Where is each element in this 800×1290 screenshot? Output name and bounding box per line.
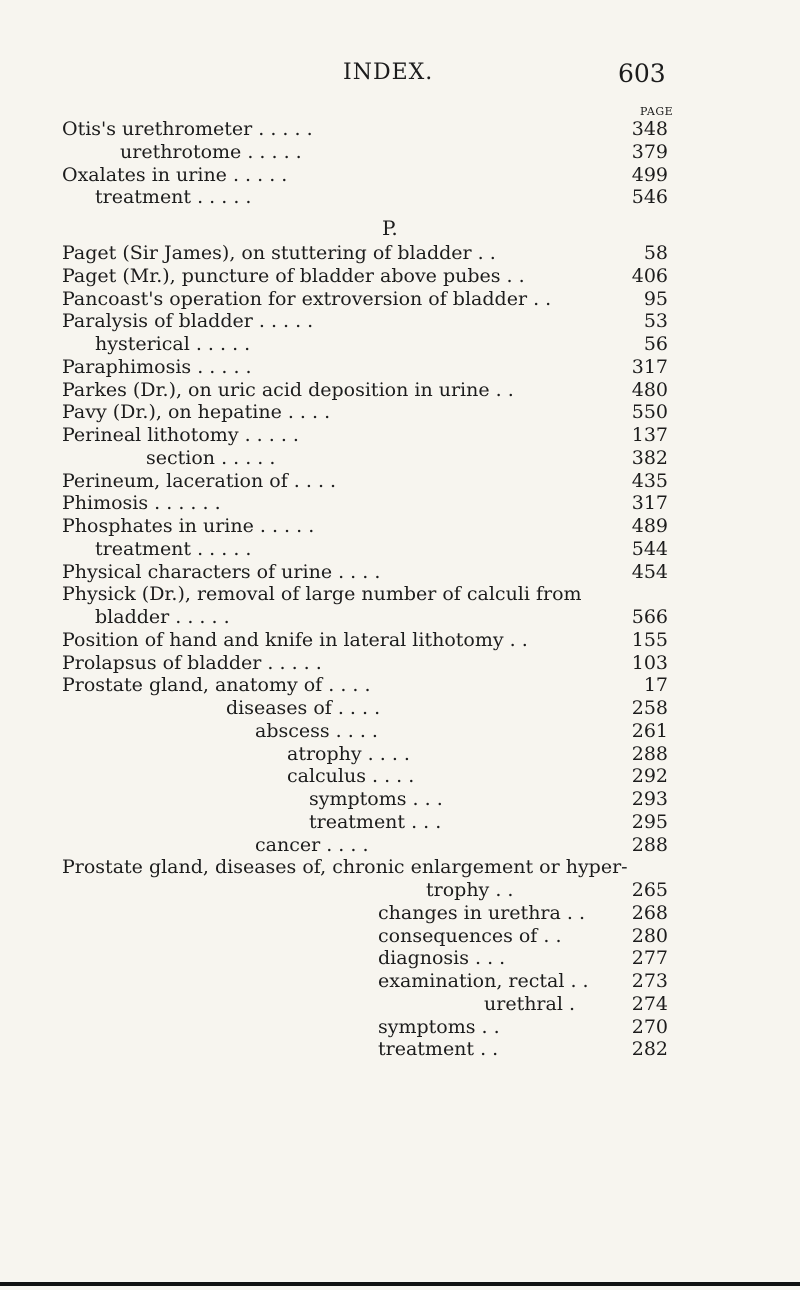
index-entry — [0, 925, 800, 948]
index-entry — [0, 333, 800, 356]
index-entry — [0, 379, 800, 402]
page-title: INDEX. — [343, 60, 434, 85]
entry-page: 348 — [631, 118, 668, 140]
entry-page: 293 — [631, 788, 668, 810]
entry-text: abscess . . . . — [255, 719, 378, 742]
entry-text: treatment . . . . . — [95, 537, 252, 560]
entry-page: 137 — [631, 424, 668, 446]
section-letter — [0, 209, 800, 242]
entry-page: 274 — [631, 992, 668, 1015]
entry-text: symptoms . . . — [309, 788, 443, 810]
index-entry — [0, 288, 800, 311]
entry-text: hysterical . . . . . — [95, 333, 251, 355]
page-number: 603 — [618, 59, 666, 88]
index-entry — [0, 1038, 800, 1061]
index-entry — [0, 652, 800, 675]
entry-text: urethrotome . . . . . — [120, 140, 302, 163]
page-column-label: PAGE — [640, 105, 674, 118]
index-entry — [0, 583, 800, 606]
index-entry — [0, 902, 800, 925]
entry-page: 454 — [631, 560, 668, 583]
entry-text: examination, rectal . . — [378, 970, 589, 992]
index-entries — [0, 118, 800, 1061]
index-entry — [0, 811, 800, 834]
index-entry — [0, 492, 800, 515]
index-entry — [0, 515, 800, 538]
index-entry — [0, 401, 800, 424]
index-entry — [0, 186, 800, 209]
entry-page: 277 — [631, 947, 668, 970]
entry-page: 546 — [631, 186, 668, 209]
index-entry — [0, 447, 800, 470]
index-entry — [0, 970, 800, 993]
entry-page: 379 — [631, 140, 668, 163]
entry-text: Paget (Sir James), on stuttering of bladder . . — [62, 242, 496, 264]
index-entry — [0, 606, 800, 629]
index-entry — [0, 993, 800, 1016]
entry-page: 435 — [631, 469, 668, 492]
entry-page: 273 — [631, 970, 668, 992]
index-entry — [0, 118, 800, 141]
entry-text: atrophy . . . . — [287, 742, 410, 765]
entry-text: Pancoast's operation for extroversion of bladder . . — [62, 287, 552, 310]
index-entry — [0, 720, 800, 743]
entry-text: diseases of . . . . — [226, 697, 381, 719]
entry-page: 406 — [631, 264, 668, 287]
index-entry — [0, 674, 800, 697]
index-entry — [0, 765, 800, 788]
index-entry — [0, 834, 800, 857]
entry-text: Physick (Dr.), removal of large number of calculi from — [62, 583, 582, 606]
entry-page: 58 — [643, 242, 668, 264]
page-header — [0, 60, 800, 90]
entry-page: 17 — [643, 674, 668, 697]
index-entry — [0, 629, 800, 652]
entry-text: Paralysis of bladder . . . . . — [62, 310, 314, 333]
entry-text: Otis's urethrometer . . . . . — [62, 118, 313, 140]
entry-text: Paget (Mr.), puncture of bladder above pubes . . — [62, 264, 525, 287]
entry-page: 550 — [631, 401, 668, 424]
entry-page: 544 — [631, 537, 668, 560]
entry-text: diagnosis . . . — [378, 947, 506, 970]
index-entry — [0, 356, 800, 379]
index-entry — [0, 1016, 800, 1039]
entry-text: treatment . . . — [309, 810, 442, 833]
entry-text: Pavy (Dr.), on hepatine . . . . — [62, 401, 331, 424]
entry-page: 280 — [631, 924, 668, 947]
entry-page: 265 — [631, 879, 668, 901]
entry-text: Perineum, laceration of . . . . — [62, 469, 337, 492]
entry-page: 317 — [631, 355, 668, 378]
entry-text: Phosphates in urine . . . . . — [62, 515, 315, 537]
entry-page: 282 — [631, 1038, 668, 1061]
index-entry — [0, 743, 800, 766]
index-entry — [0, 538, 800, 561]
entry-page: 258 — [631, 697, 668, 719]
entry-text: changes in urethra . . — [378, 901, 585, 924]
entry-page: 95 — [643, 287, 668, 310]
entry-text: consequences of . . — [378, 924, 562, 947]
index-entry — [0, 265, 800, 288]
entry-text: Parkes (Dr.), on uric acid deposition in urine . . — [62, 378, 514, 401]
entry-text: Prolapsus of bladder . . . . . — [62, 651, 322, 674]
entry-page: 295 — [631, 810, 668, 833]
entry-page: 53 — [643, 310, 668, 333]
entry-text: Prostate gland, anatomy of . . . . — [62, 674, 371, 697]
entry-page: 56 — [643, 333, 668, 355]
entry-text: section . . . . . — [146, 446, 276, 469]
entry-text: urethral . — [484, 992, 576, 1015]
index-entry — [0, 788, 800, 811]
index-entry — [0, 856, 800, 879]
entry-text: trophy . . — [426, 879, 514, 901]
index-entry — [0, 424, 800, 447]
bottom-rule — [0, 1282, 800, 1286]
entry-page: 480 — [631, 378, 668, 401]
entry-text: symptoms . . — [378, 1015, 500, 1038]
entry-text: Perineal lithotomy . . . . . — [62, 424, 299, 446]
index-entry — [0, 561, 800, 584]
entry-page: 261 — [631, 719, 668, 742]
index-entry — [0, 141, 800, 164]
entry-text: calculus . . . . — [287, 765, 415, 788]
entry-text: treatment . . . . . — [95, 186, 252, 209]
section-heading: P. — [382, 216, 398, 240]
entry-text: Oxalates in urine . . . . . — [62, 163, 288, 186]
entry-page: 270 — [631, 1015, 668, 1038]
index-entry — [0, 242, 800, 265]
entry-page: 489 — [631, 515, 668, 537]
entry-text: Phimosis . . . . . . — [62, 492, 221, 515]
index-entry — [0, 947, 800, 970]
entry-page: 288 — [631, 742, 668, 765]
entry-text: Physical characters of urine . . . . — [62, 560, 381, 583]
entry-text: bladder . . . . . — [95, 606, 230, 628]
entry-page: 499 — [631, 163, 668, 186]
entry-page: 566 — [631, 606, 668, 628]
entry-text: Prostate gland, diseases of, chronic enlargement or hyper- — [62, 856, 628, 879]
entry-page: 103 — [631, 651, 668, 674]
entry-page: 292 — [631, 765, 668, 788]
entry-page: 288 — [631, 833, 668, 856]
entry-page: 317 — [631, 492, 668, 515]
index-entry — [0, 310, 800, 333]
entry-text: Paraphimosis . . . . . — [62, 355, 252, 378]
entry-text: cancer . . . . — [255, 833, 369, 856]
index-entry — [0, 879, 800, 902]
entry-page: 155 — [631, 628, 668, 651]
entry-page: 268 — [631, 901, 668, 924]
entry-page: 382 — [631, 446, 668, 469]
index-entry — [0, 164, 800, 187]
entry-text: treatment . . — [378, 1038, 499, 1061]
index-entry — [0, 697, 800, 720]
index-entry — [0, 470, 800, 493]
entry-text: Position of hand and knife in lateral lithotomy . . — [62, 628, 528, 651]
